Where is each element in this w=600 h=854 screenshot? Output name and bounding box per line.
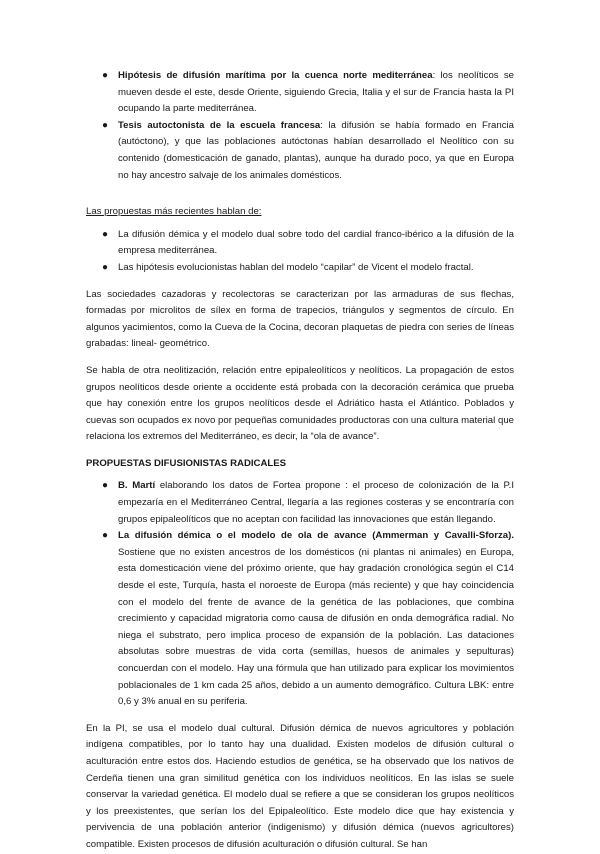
list-item-term: Hipótesis de difusión marítima por la cuenca norte mediterránea <box>118 70 433 81</box>
list-item <box>86 118 514 184</box>
bullet-icon: ● <box>102 119 109 131</box>
list-item-text: Sostiene que no existen ancestros de los domésticos (ni plantas ni animales) en Europa, esta domesticación viene del próximo oriente, que hay gradación cronológica según el C14 desde el este, Turquía, hasta el noroeste de Europa (más reciente) y que hay coincidencia con el modelo del frente de avance de la genética de las poblaciones, que combina crecimiento y capacidad migratoria como causa de difusión en onda demográfica radial. No niega el substrato, pero implica proceso de expansión de la población. Las dataciones absolutas sobre muestras de vida corta (semillas, huesos de animales y sepulturas) concuerdan con el modelo. Hay una fórmula que han utilizado para explicar los movimientos poblacionales de 1 km cada 25 años, debido a un aumento demográfico. Cultura LBK: entre 0,6 y 3% anual en su periferia. <box>118 546 514 708</box>
list-item-text: : los neolíticos se mueven desde el este, desde Oriente, siguiendo Grecia, Italia y el sur de Francia hasta la PI ocupando la parte mediterránea. <box>118 70 514 115</box>
recent-proposals-heading: Las propuestas más recientes hablan de: <box>86 206 262 218</box>
list-item-term: Tesis autoctonista de la escuela francesa <box>118 119 321 131</box>
section-heading-text: PROPUESTAS DIFUSIONISTAS RADICALES <box>86 457 287 469</box>
bullet-icon: ● <box>102 530 109 542</box>
list-item <box>86 260 514 277</box>
hypotheses-list <box>86 68 514 184</box>
section-heading <box>86 456 514 473</box>
paragraph: Se habla de otra neolitización, relación entre epipaleolíticos y neolíticos. La propagación de estos grupos neolíticos desde oriente a occidente está probada con la decoración cerámica que prueba que hay conexión entre los grupos neolíticos desde el Adriático hasta el Atlántico. Poblados y cuevas son ocupados ex novo por pequeñas comunidades productoras con una cultura material que relaciona los extremos del Mediterráneo, es decir, la “ola de avance”. <box>86 364 514 443</box>
paragraph: Las sociedades cazadoras y recolectoras se caracterizan por las armaduras de sus flechas, formadas por microlitos de sílex en forma de trapecios, triángulos y segmentos de círculo. En algunos yacimientos, como la Cueva de la Cocina, decoran plaquetas de piedra con series de líneas grabadas: lineal- geométrico. <box>86 288 514 350</box>
bullet-icon: ● <box>102 70 109 81</box>
list-item <box>86 68 514 118</box>
list-item-text: Las hipótesis evolucionistas hablan del modelo “capilar” de Vicent el modelo fractal. <box>118 261 474 273</box>
paragraph: En la PI, se usa el modelo dual cultural. Difusión démica de nuevos agricultores y población indígena compatibles, por lo tanto hay una dualidad. Existen modelos de difusión cultural o aculturación entre estos dos. Haciendo estudios de genética, se ha observado que los nativos de Cerdeña tienen una gran similitud genética con los individuos neolíticos. En las islas se suele conservar la variedad genética. El modelo dual se refiere a que se consideran los grupos neolíticos y los preexistentes, que serían los del Epipaleolítico. Este modelo dice que hay existencia y pervivencia de una población anterior (indigenismo) y difusión démica (nuevos agricultores) compatible. Existen procesos de difusión aculturación o difusión cultural. Se han <box>86 722 514 850</box>
list-item-text: : la difusión se había formado en Francia (autóctono), y que las poblaciones autóctonas habían desarrollado el Neolítico con su contenido (domesticación de ganado, plantas), aunque ha durado poco, ya que en Europa no hay ancestro salvaje de los animales domésticos. <box>118 119 514 181</box>
bullet-icon: ● <box>102 480 109 492</box>
list-item <box>86 528 514 711</box>
recent-proposals-list <box>86 227 514 277</box>
bullet-icon: ● <box>102 228 109 240</box>
radical-proposals-list <box>86 478 514 710</box>
list-item <box>86 227 514 260</box>
list-item-text: La difusión démica y el modelo dual sobre todo del cardial franco-ibérico a la difusión de la empresa mediterránea. <box>118 228 514 257</box>
list-item-term: La difusión démica o el modelo de ola de avance (Ammerman y Cavalli-Sforza). <box>118 530 514 542</box>
list-item-term: B. Martí <box>118 480 156 492</box>
list-item-text: elaborando los datos de Fortea propone : el proceso de colonización de la P.I empezaría en el Mediterráneo Central, llegaría a las regiones costeras y se encontraría con grupos epipaleolíticos que no aceptan con facilidad las innovaciones que están llegando. <box>118 480 514 525</box>
list-item <box>86 478 514 528</box>
bullet-icon: ● <box>102 261 109 273</box>
